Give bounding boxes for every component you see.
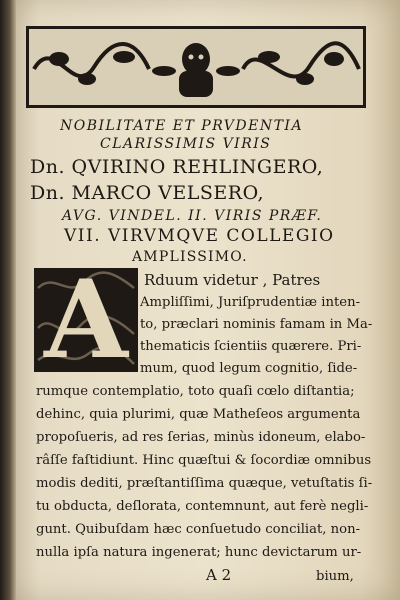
heading-line-1: NOBILITATE ET PRVDENTIA xyxy=(60,118,304,134)
body-line-5: mum, quod legum cognitio, ſide- xyxy=(140,361,358,376)
body-line-7: dehinc, quia plurimi, quæ Matheſeos argumenta xyxy=(36,407,361,422)
decorated-initial xyxy=(34,268,138,372)
body-line-4: thematicis ſcientiis quærere. Pri- xyxy=(140,339,362,354)
body-line-3: to, præclari nominis famam in Ma- xyxy=(140,317,373,332)
heading-line-5: AVG. VINDEL. II. VIRIS PRÆF. xyxy=(62,208,323,224)
book-gutter xyxy=(0,0,16,600)
heading-line-2: CLARISSIMIS VIRIS xyxy=(100,136,272,152)
body-line-1: Rduum videtur , Patres xyxy=(144,271,321,289)
catchword: bium, xyxy=(316,569,354,584)
ornamental-headpiece xyxy=(26,26,366,108)
heading-line-3: Dn. QVIRINO REHLINGERO, xyxy=(30,156,324,178)
initial-letter: A xyxy=(44,268,128,372)
heading-line-4: Dn. MARCO VELSERO, xyxy=(30,182,265,204)
body-line-12: gunt. Quibuſdam hæc conſuetudo conciliat, non- xyxy=(36,522,361,537)
body-line-9: râſſe faſtidiunt. Hinc quæſtui & ſocordiæ omnibus xyxy=(36,453,372,468)
body-line-11: tu obducta, deſlorata, contemnunt, aut ferè negli- xyxy=(36,499,369,514)
body-line-13: nulla ipſa natura ingenerat; hunc devictarum ur- xyxy=(36,545,362,560)
body-line-6: rumque contemplatio, toto quaſi cœlo diſtantia; xyxy=(36,384,355,399)
body-line-8: propoſueris, ad res ſerias, minùs idoneum, elabo- xyxy=(36,430,366,445)
heading-line-6: VII. VIRVMQVE COLLEGIO xyxy=(64,226,335,246)
heading-line-7: AMPLISSIMO. xyxy=(132,249,248,265)
body-line-10: modis dediti, præſtantiſſima quæque, vetuſtatis ſi- xyxy=(36,476,373,491)
signature-mark: A 2 xyxy=(206,566,232,584)
body-line-2: Ampliſſimi, Juriſprudentiæ inten- xyxy=(140,295,361,310)
